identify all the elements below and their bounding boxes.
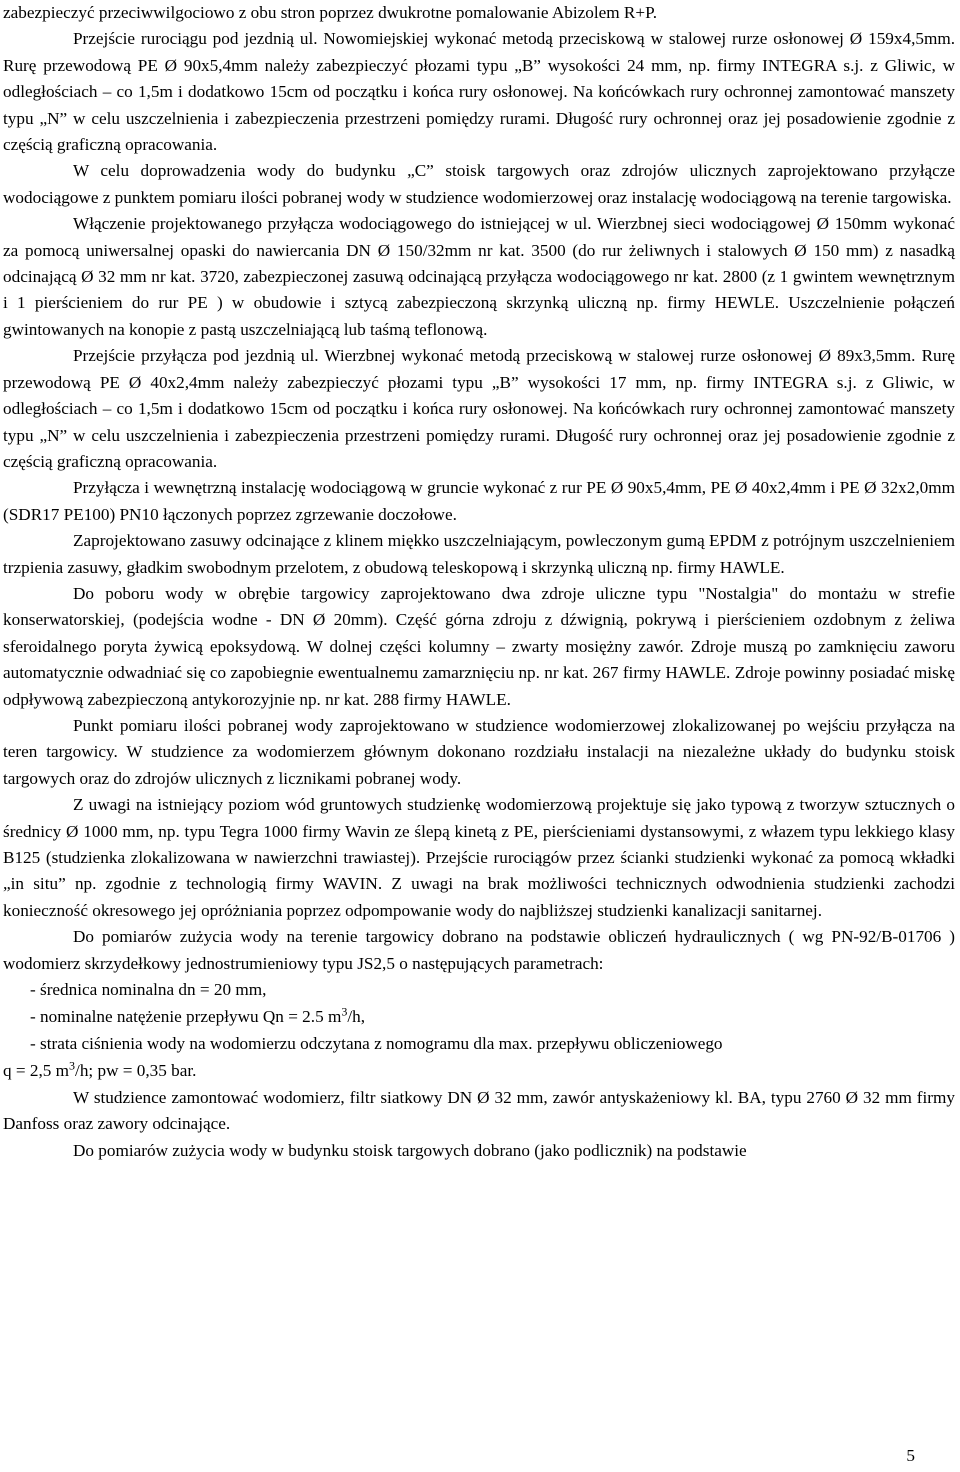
param-diameter: - średnica nominalna dn = 20 mm, bbox=[30, 980, 267, 1000]
param-nominal-flow-text: - nominalne natężenie przepływu Qn = 2.5 m bbox=[30, 1007, 342, 1027]
paragraph-street-fountains: Do poboru wody w obrębie targowicy zaprojektowano dwa zdroje uliczne typu "Nostalgia" do montażu w strefie konserwatorskiej, (podejścia wodne - DN Ø 20mm). Część górna zdroju z dźwignią, pokrywą i pierścieniem ozdobnym z żeliwa sferoidalnego poryta żywicą epoksydową. W dolnej części kolumny – zwarty mosiężny zawór. Zdroje muszą po zamknięciu zaworu automatycznie odwadniać się co zapobiegnie ewentualnemu zamarznięciu np. nr kat. 267 firmy HAWLE. Zdroje powinny posiadać miskę odpływową zabezpieczoną antykorozyjnie np. nr kat. 288 firmy HAWLE. bbox=[3, 583, 955, 709]
paragraph-gate-valves: Zaprojektowano zasuwy odcinające z klinem miękko uszczelniającym, powleczonym gumą EPDM z potrójnym uszczelnieniem trzpienia zasuwy, gładkim swobodnym przelotem, z obudową teleskopową i skrzynką uliczną np. firmy HAWLE. bbox=[3, 531, 955, 577]
param-nominal-flow-unit: /h, bbox=[347, 1007, 366, 1027]
paragraph-water-connection-purpose: W celu doprowadzenia wody do budynku „C” stoisk targowych oraz zdrojów ulicznych zaprojektowano przyłącze wodociągowe z punktem pomiaru ilości pobranej wody w studzience wodomierzowej oraz instalację wodociągową na terenie targowiska. bbox=[3, 161, 955, 207]
paragraph-network-tie-in: Włączenie projektowanego przyłącza wodociągowego do istniejącej w ul. Wierzbnej sieci wodociągowej Ø 150mm wykonać za pomocą uniwersalnej opaski do nawiercania DN Ø 150/32mm nr kat. 3500 (do rur żeliwnych i stalowych Ø 150 mm) z nasadką odcinającą Ø 32 mm nr kat. 3720, zabezpieczonej zasuwą odcinającą przyłącza wodociągowego nr kat. 2800 (z 1 gwintem wewnętrznym i 1 pierścieniem do rur PE ) w obudowie i sztycą zabezpieczoną skrzynką uliczną np. firmy HEWLE. Uszczelnienie połączeń gwintowanych na konopie z pastą uszczelniającą lub taśmą teflonową. bbox=[3, 214, 955, 339]
page-number: 5 bbox=[906, 1446, 915, 1465]
paragraph-road-crossing-wierzbna: Przejście przyłącza pod jezdnią ul. Wierzbnej wykonać metodą przeciskową w stalowej rurze osłonowej Ø 89x3,5mm. Rurę przewodową PE Ø 40x2,4mm należy zabezpieczyć płozami typu „B” wysokości 17 mm, np. firmy INTEGRA s.j. z Gliwic, w odległościach – co 1,5m i dodatkowo 15cm od początku i końca rury osłonowej. Na końcówkach rury ochronnej zamontować manszety typu „N” w celu uszczelnienia i zabezpieczenia przestrzeni pomiędzy rurami. Długość rury ochronnej oraz jej posadowienie zgodnie z częścią graficzną opracowania. bbox=[3, 346, 955, 471]
param-pressure-loss-text: q = 2,5 m bbox=[3, 1061, 70, 1081]
paragraph-submeter: Do pomiarów zużycia wody w budynku stoisk targowych dobrano (jako podlicznik) na podstawie bbox=[73, 1140, 747, 1160]
param-pressure-loss-exponent: 3 bbox=[69, 1058, 76, 1073]
paragraph-metering-point: Punkt pomiaru ilości pobranej wody zaprojektowano w studzience wodomierzowej zlokalizowanej po wejściu przyłącza na teren targowicy. W studzience za wodomierzem głównym dokonano rozdziału instalacji na niezależne układy do budynku stoisk targowych oraz do zdrojów ulicznych z licznikami pobranej wody. bbox=[3, 715, 955, 788]
paragraph-road-crossing-nowomiejska: Przejście rurociągu pod jezdnią ul. Nowomiejskiej wykonać metodą przeciskową w stalowej rurze osłonowej Ø 159x4,5mm. Rurę przewodową PE Ø 90x5,4mm należy zabezpieczyć płozami typu „B” wysokości 24 mm, np. firmy INTEGRA s.j. z Gliwic, w odległościach – co 1,5m i dodatkowo 15cm od początku i końca rury osłonowej. Na końcówkach rury ochronnej zamontować manszety typu „N” w celu uszczelnienia i zabezpieczenia przestrzeni pomiędzy rurami. Długość rury ochronnej oraz jej posadowienie zgodnie z częścią graficzną opracowania. bbox=[3, 29, 955, 155]
paragraph-1: zabezpieczyć przeciwwilgociowo z obu stron poprzez dwukrotne pomalowanie Abizolem R+P. bbox=[3, 3, 658, 22]
paragraph-chamber-equipment: W studzience zamontować wodomierz, filtr siatkowy DN Ø 32 mm, zawór antyskażeniowy kl. BA, typu 2760 Ø 32 mm firmy Danfoss oraz zawory odcinające. bbox=[3, 1087, 955, 1134]
param-pressure-loss-unit: /h; pw = 0,35 bar. bbox=[75, 1061, 197, 1081]
param-pressure-loss: - strata ciśnienia wody na wodomierzu odczytana z nomogramu dla max. przepływu obliczeniowego bbox=[30, 1033, 723, 1053]
param-nominal-flow-exponent: 3 bbox=[341, 1004, 348, 1019]
param-nominal-flow bbox=[3, 1003, 955, 1031]
document-page bbox=[3, 0, 955, 1164]
param-pressure-loss-values bbox=[3, 1057, 955, 1085]
paragraph-meter-selection: Do pomiarów zużycia wody na terenie targowicy dobrano na podstawie obliczeń hydraulicznych ( wg PN-92/B-01706 ) wodomierz skrzydełkowy jednostrumieniowy typu JS2,5 o następujących parametrach: bbox=[3, 927, 955, 973]
paragraph-meter-chamber: Z uwagi na istniejący poziom wód gruntowych studzienkę wodomierzową projektuje się jako typową z tworzyw sztucznych o średnicy Ø 1000 mm, np. typu Tegra 1000 firmy Wavin ze ślepą kinetą z PE, pierścieniami dystansowymi, z włazem typu lekkiego klasy B125 (studzienka zlokalizowana w nawierzchni trawiastej). Przejście rurociągów przez ścianki studzienki wykonać za pomocą wkładki „in situ” np. zgodnie z technologią firmy WAVIN. Z uwagi na brak możliwości technicznych odwodnienia studzienki zachodzi konieczność okresowego jej opróżniania poprzez odpompowanie wody do najbliższej studzienki kanalizacji sanitarnej. bbox=[3, 795, 955, 920]
paragraph-pipe-materials: Przyłącza i wewnętrzną instalację wodociągową w gruncie wykonać z rur PE Ø 90x5,4mm, PE Ø 40x2,4mm i PE Ø 32x2,0mm (SDR17 PE100) PN10 łączonych poprzez zgrzewanie doczołowe. bbox=[3, 478, 955, 524]
